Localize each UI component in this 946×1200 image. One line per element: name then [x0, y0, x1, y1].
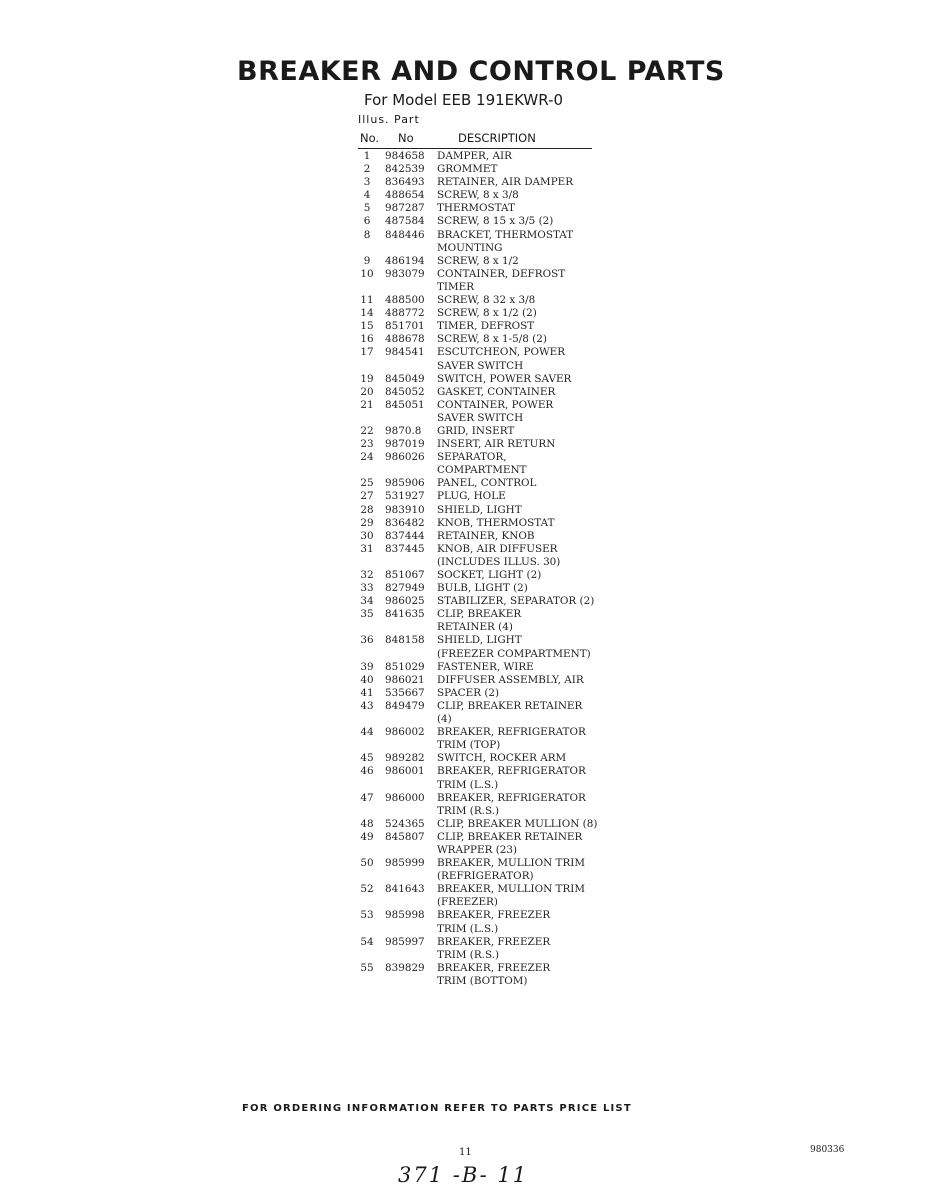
part-number: 836493 [385, 176, 425, 189]
illus-number: 19 [360, 372, 374, 385]
illus-number: 32 [360, 569, 374, 581]
part-description [437, 451, 599, 477]
illus-number: 35 [360, 608, 374, 621]
part-description [437, 608, 599, 634]
part-number: 985906 [385, 477, 425, 490]
description-line: GASKET, CONTAINER [437, 385, 556, 398]
description-line: BREAKER, REFRIGERATOR [437, 765, 586, 778]
handwritten-note: 371 -B- 11 [398, 1163, 529, 1187]
parts-row [359, 661, 599, 674]
description-line: SWITCH, POWER SAVER [437, 372, 572, 385]
parts-row [359, 255, 599, 268]
part-number: 845051 [385, 398, 425, 411]
part-description [437, 189, 599, 202]
part-description [437, 373, 599, 386]
illus-number: 34 [360, 595, 374, 608]
parts-row [359, 883, 599, 909]
part-number: 524365 [385, 817, 425, 830]
parts-row [359, 504, 599, 517]
document-code: 980336 [810, 1145, 845, 1155]
part-number: 986025 [385, 595, 425, 608]
part-number: 986021 [385, 673, 425, 686]
description-line: SOCKET, LIGHT (2) [437, 569, 542, 581]
part-description [437, 346, 599, 372]
part-number: 985998 [385, 909, 425, 922]
part-number: 486194 [385, 254, 425, 267]
description-line: CONTAINER, POWER [437, 398, 554, 411]
description-line: GROMMET [437, 163, 498, 176]
description-line: SAVER SWITCH [437, 411, 524, 424]
part-number: 827949 [385, 582, 425, 595]
parts-row [359, 752, 599, 765]
model-subtitle: For Model EEB 191EKWR-0 [364, 91, 564, 109]
parts-row [359, 726, 599, 752]
parts-row [359, 202, 599, 215]
part-description [437, 215, 599, 228]
illus-number: 25 [360, 477, 374, 490]
illus-number: 45 [360, 752, 374, 765]
part-number: 845049 [385, 372, 425, 385]
description-line: TRIM (R.S.) [437, 948, 500, 961]
parts-row [359, 517, 599, 530]
description-line: SCREW, 8 x 3/8 [437, 189, 519, 202]
part-number: 851029 [385, 660, 425, 673]
description-line: SHIELD, LIGHT [437, 634, 522, 647]
description-line: BREAKER, FREEZER [437, 909, 551, 922]
part-description [437, 307, 599, 320]
description-line: FASTENER, WIRE [437, 660, 534, 673]
part-description [437, 634, 599, 660]
description-line: SEPARATOR, COMPARTMENT [437, 451, 527, 477]
parts-row [359, 857, 599, 883]
parts-row [359, 818, 599, 831]
illus-number: 10 [360, 267, 374, 280]
description-line: DIFFUSER ASSEMBLY, AIR [437, 673, 584, 686]
page-title: BREAKER AND CONTROL PARTS [237, 56, 725, 87]
part-number: 986001 [385, 765, 425, 778]
part-description [437, 425, 599, 438]
illus-number: 33 [360, 582, 374, 595]
parts-row [359, 215, 599, 228]
part-number: 487584 [385, 215, 425, 228]
illus-number: 36 [360, 634, 374, 647]
description-line: BREAKER, MULLION TRIM [437, 857, 586, 870]
part-description [437, 294, 599, 307]
description-line: BREAKER, MULLION TRIM [437, 883, 586, 896]
illus-number: 6 [363, 215, 371, 228]
illus-number: 24 [360, 451, 374, 464]
part-number: 983079 [385, 267, 425, 280]
part-description [437, 700, 599, 726]
parts-row [359, 150, 599, 163]
part-number: 488678 [385, 333, 425, 346]
column-header-row [360, 131, 592, 147]
illus-number: 41 [360, 686, 374, 699]
part-number: 987019 [385, 438, 425, 451]
description-line: CLIP, BREAKER RETAINER [437, 830, 583, 843]
part-number: 848446 [385, 228, 425, 241]
description-line: BULB, LIGHT (2) [437, 582, 528, 595]
part-description [437, 857, 599, 883]
illus-number: 5 [363, 202, 371, 215]
part-description [437, 909, 599, 935]
description-line: TRIM (TOP) [437, 739, 501, 752]
part-number: 984541 [385, 346, 425, 359]
description-line: RETAINER (4) [437, 621, 513, 634]
part-description [437, 962, 599, 988]
description-line: BREAKER, REFRIGERATOR [437, 726, 586, 739]
part-description [437, 674, 599, 687]
part-description [437, 752, 599, 765]
part-description [437, 883, 599, 909]
description-line: INSERT, AIR RETURN [437, 438, 556, 451]
illus-number: 23 [360, 438, 374, 451]
illus-number: 1 [363, 150, 371, 162]
description-line: (FREEZER COMPARTMENT) [437, 647, 591, 660]
part-description [437, 543, 599, 569]
illus-number: 46 [360, 765, 374, 778]
parts-row [359, 320, 599, 333]
illus-number: 9 [363, 254, 371, 267]
part-number: 488772 [385, 307, 425, 320]
illus-number: 27 [360, 490, 374, 503]
parts-row [359, 373, 599, 386]
description-line: BRACKET, THERMOSTAT [437, 228, 574, 241]
illus-number: 44 [360, 726, 374, 739]
description-line: TIMER, DEFROST [437, 320, 535, 333]
illus-number: 21 [360, 398, 374, 411]
part-description [437, 163, 599, 176]
part-description [437, 569, 599, 582]
part-description [437, 386, 599, 399]
description-line: PLUG, HOLE [437, 490, 506, 503]
part-description [437, 333, 599, 346]
parts-row [359, 163, 599, 176]
part-number: 836482 [385, 516, 425, 529]
illus-number: 17 [360, 346, 374, 359]
part-number: 841643 [385, 883, 425, 896]
part-number: 841635 [385, 608, 425, 621]
part-number: 987287 [385, 202, 425, 215]
description-line: (FREEZER) [437, 896, 498, 909]
part-description [437, 530, 599, 543]
parts-row [359, 634, 599, 660]
page-number: 11 [459, 1147, 472, 1158]
part-number: 848158 [385, 634, 425, 647]
illus-number: 48 [360, 817, 374, 830]
part-number: 845807 [385, 830, 425, 843]
parts-row [359, 425, 599, 438]
parts-row [359, 438, 599, 451]
part-number: 488654 [385, 189, 425, 202]
illus-number: 31 [360, 542, 374, 555]
illus-number: 49 [360, 830, 374, 843]
parts-row [359, 268, 599, 294]
part-number: 986000 [385, 791, 425, 804]
description-line: SWITCH, ROCKER ARM [437, 752, 567, 765]
parts-row [359, 333, 599, 346]
parts-row [359, 543, 599, 569]
part-description [437, 582, 599, 595]
illus-number: 11 [360, 294, 374, 307]
parts-row [359, 176, 599, 189]
part-description [437, 150, 599, 163]
part-number: 837445 [385, 542, 425, 555]
parts-row [359, 792, 599, 818]
parts-row [359, 477, 599, 490]
description-line: BREAKER, REFRIGERATOR [437, 791, 586, 804]
illus-number: 29 [360, 516, 374, 529]
part-description [437, 936, 599, 962]
part-description [437, 229, 599, 255]
part-description [437, 255, 599, 268]
parts-row [359, 687, 599, 700]
parts-row [359, 936, 599, 962]
illus-number: 28 [360, 503, 374, 516]
description-line: DAMPER, AIR [437, 150, 512, 162]
part-number: 845052 [385, 385, 425, 398]
parts-row [359, 386, 599, 399]
description-line: CLIP, BREAKER MULLION (8) [437, 817, 598, 830]
parts-row [359, 490, 599, 503]
part-description [437, 504, 599, 517]
part-description [437, 477, 599, 490]
description-line: RETAINER, KNOB [437, 529, 535, 542]
illus-number: 52 [360, 883, 374, 896]
part-description [437, 320, 599, 333]
part-description [437, 661, 599, 674]
parts-row [359, 399, 599, 425]
illus-number: 3 [363, 176, 371, 189]
illus-number: 53 [360, 909, 374, 922]
description-line: MOUNTING [437, 241, 503, 254]
parts-row [359, 909, 599, 935]
description-line: TRIM (L.S.) [437, 778, 499, 791]
description-line: SCREW, 8 15 x 3/5 (2) [437, 215, 554, 228]
description-line: THERMOSTAT [437, 202, 515, 215]
parts-row [359, 229, 599, 255]
part-number: 842539 [385, 163, 425, 176]
description-line: SAVER SWITCH [437, 359, 524, 372]
parts-row [359, 831, 599, 857]
description-line: TRIM (L.S.) [437, 922, 499, 935]
part-description [437, 490, 599, 503]
part-number: 984658 [385, 150, 425, 162]
illus-number: 16 [360, 333, 374, 346]
description-line: CONTAINER, DEFROST [437, 267, 566, 280]
part-number: 989282 [385, 752, 425, 765]
illus-number: 14 [360, 307, 374, 320]
part-number: 839829 [385, 961, 425, 974]
description-line: (INCLUDES ILLUS. 30) [437, 555, 561, 568]
illus-number: 15 [360, 320, 374, 333]
part-description [437, 517, 599, 530]
part-number: 986002 [385, 726, 425, 739]
part-description [437, 399, 599, 425]
parts-row [359, 294, 599, 307]
illus-number: 2 [363, 163, 371, 176]
part-description [437, 818, 599, 831]
part-description [437, 831, 599, 857]
description-line: TRIM (BOTTOM) [437, 974, 528, 987]
part-description [437, 176, 599, 189]
illus-number: 4 [363, 189, 371, 202]
description-line: GRID, INSERT [437, 424, 515, 437]
illus-number: 39 [360, 660, 374, 673]
parts-row [359, 582, 599, 595]
part-description [437, 765, 599, 791]
part-description [437, 792, 599, 818]
description-line: BREAKER, FREEZER [437, 935, 551, 948]
illus-number: 54 [360, 935, 374, 948]
description-line: SHIELD, LIGHT [437, 503, 522, 516]
illus-number: 8 [363, 228, 371, 241]
illus-number: 20 [360, 385, 374, 398]
part-number: 9870.8 [385, 424, 422, 437]
part-number: 851701 [385, 320, 425, 333]
parts-row [359, 608, 599, 634]
parts-row [359, 530, 599, 543]
description-line: WRAPPER (23) [437, 843, 518, 856]
illus-number: 47 [360, 791, 374, 804]
parts-row [359, 307, 599, 320]
part-number: 851067 [385, 569, 425, 581]
description-line: CLIP, BREAKER RETAINER (4) [437, 699, 583, 726]
description-line: (REFRIGERATOR) [437, 870, 534, 883]
part-number: 986026 [385, 451, 425, 464]
part-number: 488500 [385, 294, 425, 307]
illus-number: 40 [360, 673, 374, 686]
description-line: ESCUTCHEON, POWER [437, 346, 566, 359]
description-line: KNOB, AIR DIFFUSER [437, 542, 558, 555]
description-line: TRIM (R.S.) [437, 804, 500, 817]
part-description [437, 438, 599, 451]
parts-row [359, 700, 599, 726]
parts-row [359, 189, 599, 202]
illus-number: 55 [360, 961, 374, 974]
parts-list [359, 150, 599, 988]
description-line: TIMER [437, 280, 475, 293]
part-description [437, 726, 599, 752]
description-line: RETAINER, AIR DAMPER [437, 176, 574, 189]
description-line: SCREW, 8 x 1-5/8 (2) [437, 333, 547, 346]
column-header-top: Illus. Part [358, 113, 420, 126]
part-number: 849479 [385, 699, 425, 712]
parts-row [359, 569, 599, 582]
parts-row [359, 451, 599, 477]
illus-number: 30 [360, 529, 374, 542]
description-line: KNOB, THERMOSTAT [437, 516, 555, 529]
parts-row [359, 674, 599, 687]
parts-row [359, 765, 599, 791]
illus-number: 43 [360, 699, 374, 712]
description-line: SPACER (2) [437, 686, 500, 699]
parts-row [359, 346, 599, 372]
parts-row [359, 595, 599, 608]
description-line: SCREW, 8 x 1/2 (2) [437, 307, 537, 320]
part-description [437, 687, 599, 700]
part-description [437, 202, 599, 215]
part-number: 983910 [385, 503, 425, 516]
part-number: 535667 [385, 686, 425, 699]
illus-no-header: No. [360, 131, 380, 145]
part-number: 985997 [385, 935, 425, 948]
description-line: CLIP, BREAKER [437, 608, 522, 621]
illus-number: 22 [360, 424, 374, 437]
part-number: 531927 [385, 490, 425, 503]
header-divider [358, 148, 592, 149]
part-no-header: No [398, 131, 414, 145]
description-line: BREAKER, FREEZER [437, 961, 551, 974]
part-number: 985999 [385, 857, 425, 870]
part-description [437, 268, 599, 294]
parts-row [359, 962, 599, 988]
part-number: 837444 [385, 529, 425, 542]
ordering-note: FOR ORDERING INFORMATION REFER TO PARTS PRICE LIST [242, 1103, 632, 1114]
description-line: SCREW, 8 x 1/2 [437, 254, 519, 267]
illus-number: 50 [360, 857, 374, 870]
description-line: STABILIZER, SEPARATOR (2) [437, 595, 595, 608]
description-line: SCREW, 8 32 x 3/8 [437, 294, 536, 307]
description-header: DESCRIPTION [458, 131, 536, 145]
part-description [437, 595, 599, 608]
description-line: PANEL, CONTROL [437, 477, 537, 490]
